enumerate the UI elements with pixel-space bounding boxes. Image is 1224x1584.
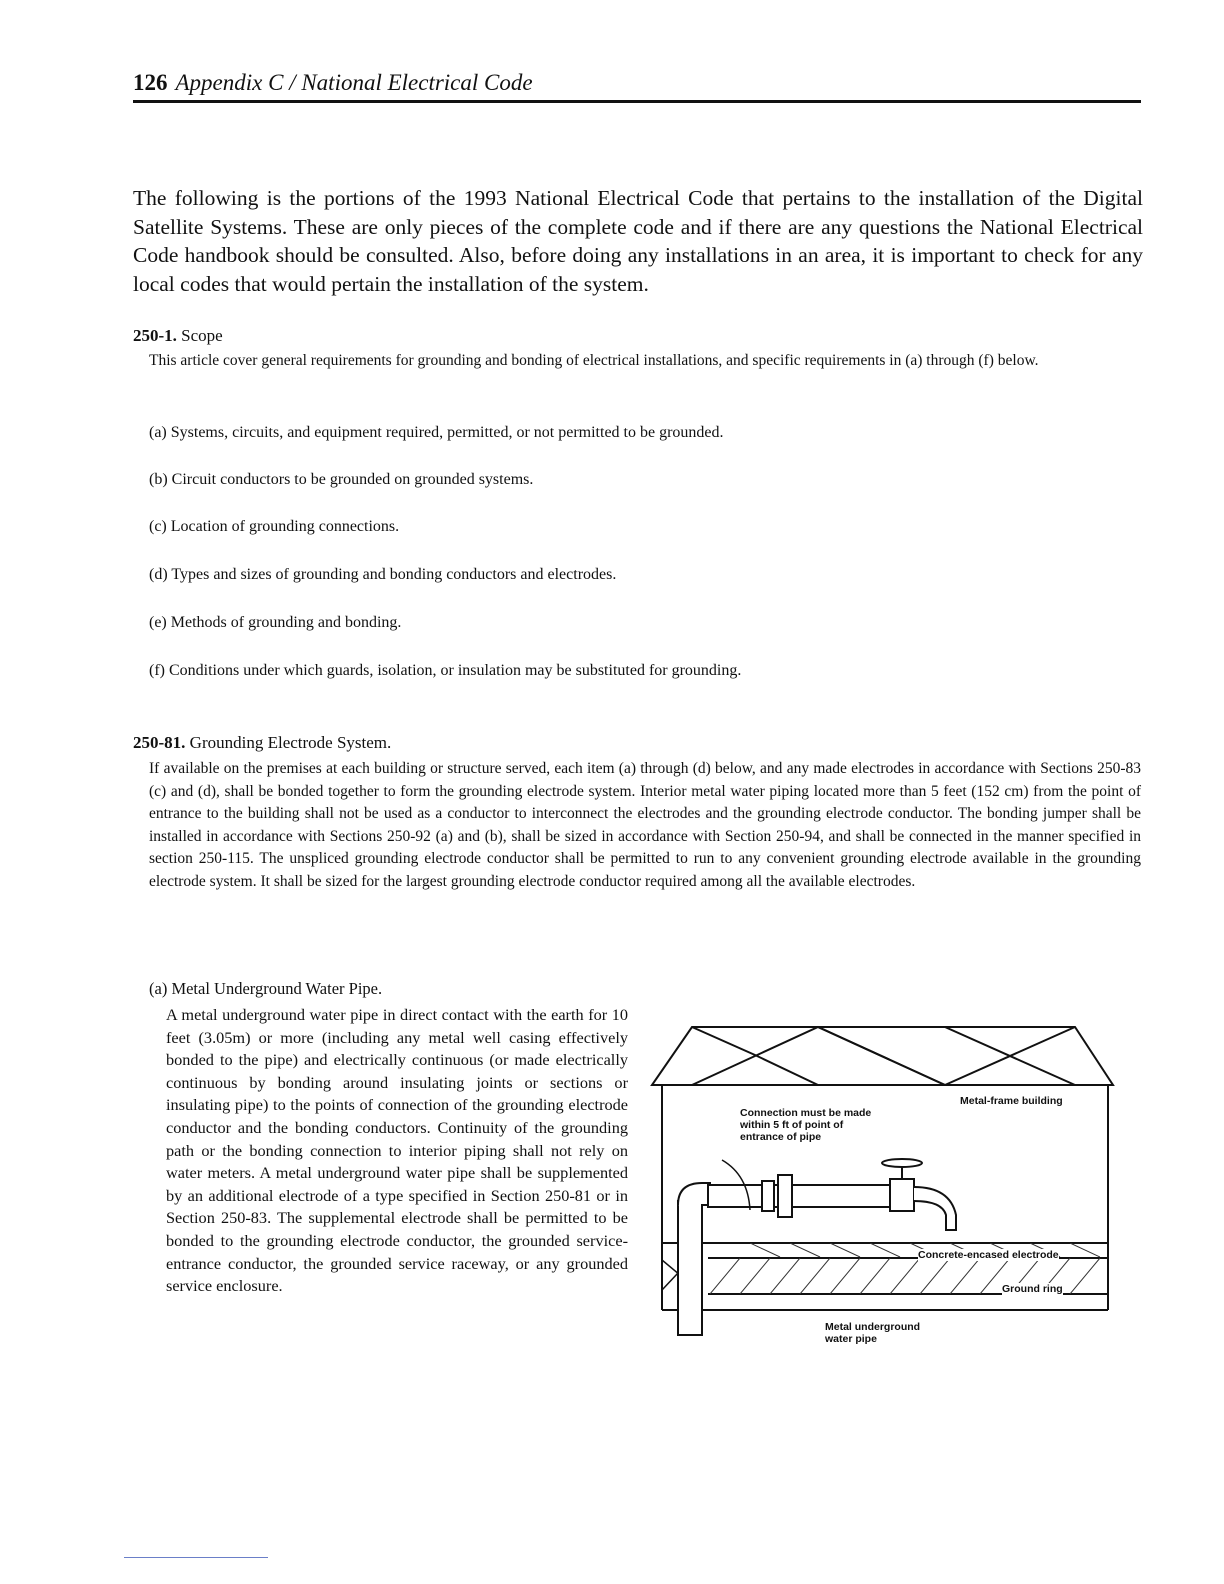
label-pipe-line-1: Metal underground	[825, 1321, 921, 1333]
scope-number: 250-1.	[133, 326, 177, 345]
label-concrete-encased-electrode: Concrete-encased electrode	[918, 1249, 1059, 1261]
scope-item-b: (b) Circuit conductors to be grounded on grounded systems.	[149, 471, 534, 488]
scope-heading	[133, 326, 223, 346]
water-pipe-text: A metal underground water pipe in direct contact with the earth for 10 feet (3.05m) or more (including any metal well casing effectively bonded to the pipe) and electrically continuous (or made electrically continuous by bonding around insulating joints or sections or insulating pipe) to the points of connection of the grounding electrode conductor and the bonding conductors. Continuity of the grounding path or the bonding connection to interior piping shall not rely on water meters. A metal underground water pipe shall be supplemented by an additional electrode of a type specified in Section 250-81 or in Section 250-83. The supplemental electrode shall be permitted to be bonded to the grounding electrode conductor, the grounded service-entrance conductor, the grounded service raceway, or any grounded service enclosure.	[166, 1005, 628, 1296]
scope-text: This article cover general requirements for grounding and bonding of electrical installations, and specific requirements in (a) through (f) below.	[149, 352, 1039, 369]
electrode-system-text: If available on the premises at each building or structure served, each item (a) through (d) below, and any made electrodes in accordance with Sections 250-83 (c) and (d), shall be bonded together to form the grounding electrode system. Interior metal water piping located more than 5 feet (152 cm) from the point of entrance to the building shall not be used as a conductor to interconnect the electrodes and the grounding electrode conductor. The bonding jumper shall be installed in accordance with Sections 250-92 (a) and (b), shall be sized in accordance with Section 250-94, and shall be connected in the manner specified in section 250-115. The unspliced grounding electrode conductor shall be permitted to run to any convenient grounding electrode available in the grounding electrode system. It shall be sized for the largest grounding electrode conductor required among all the available electrodes.	[149, 760, 1141, 890]
label-ground-ring: Ground ring	[1002, 1283, 1063, 1295]
label-connection-line-1: Connection must be made	[740, 1107, 872, 1119]
scope-title: Scope	[181, 326, 223, 345]
water-pipe-heading: (a) Metal Underground Water Pipe.	[149, 979, 383, 998]
electrode-system-number: 250-81.	[133, 733, 186, 752]
water-pipe	[678, 1159, 956, 1335]
label-connection-line-2: within 5 ft of point of	[740, 1119, 844, 1131]
electrode-system-heading	[133, 733, 391, 753]
page-number: 126	[133, 70, 168, 95]
label-pipe-line-2: water pipe	[825, 1333, 877, 1345]
footer-rule	[124, 1557, 268, 1558]
intro-paragraph: The following is the portions of the 1993 National Electrical Code that pertains to the installation of the Digital Satellite Systems. These are only pieces of the complete code and if there are any questions the National Electrical Code handbook should be consulted. Also, before doing any installations in an area, it is important to check for any local codes that would pertain the installation of the system.	[133, 186, 1143, 296]
grounding-diagram	[650, 1015, 1120, 1360]
scope-item-a: (a) Systems, circuits, and equipment required, permitted, or not permitted to be grounded.	[149, 424, 724, 441]
scope-item-f: (f) Conditions under which guards, isolation, or insulation may be substituted for grounding.	[149, 662, 742, 679]
scope-item-c: (c) Location of grounding connections.	[149, 518, 400, 535]
label-connection-line-3: entrance of pipe	[740, 1131, 822, 1143]
label-connection-note	[740, 1107, 871, 1143]
page-header	[133, 70, 533, 96]
label-metal-frame-building: Metal-frame building	[960, 1095, 1063, 1107]
header-rule	[133, 100, 1141, 103]
scope-item-e: (e) Methods of grounding and bonding.	[149, 614, 402, 631]
scope-item-d: (d) Types and sizes of grounding and bonding conductors and electrodes.	[149, 566, 617, 583]
header-title: Appendix C / National Electrical Code	[175, 70, 533, 95]
label-metal-underground-pipe	[825, 1321, 920, 1345]
grounding-figure	[650, 1015, 1120, 1360]
electrode-system-title: Grounding Electrode System.	[189, 733, 392, 752]
